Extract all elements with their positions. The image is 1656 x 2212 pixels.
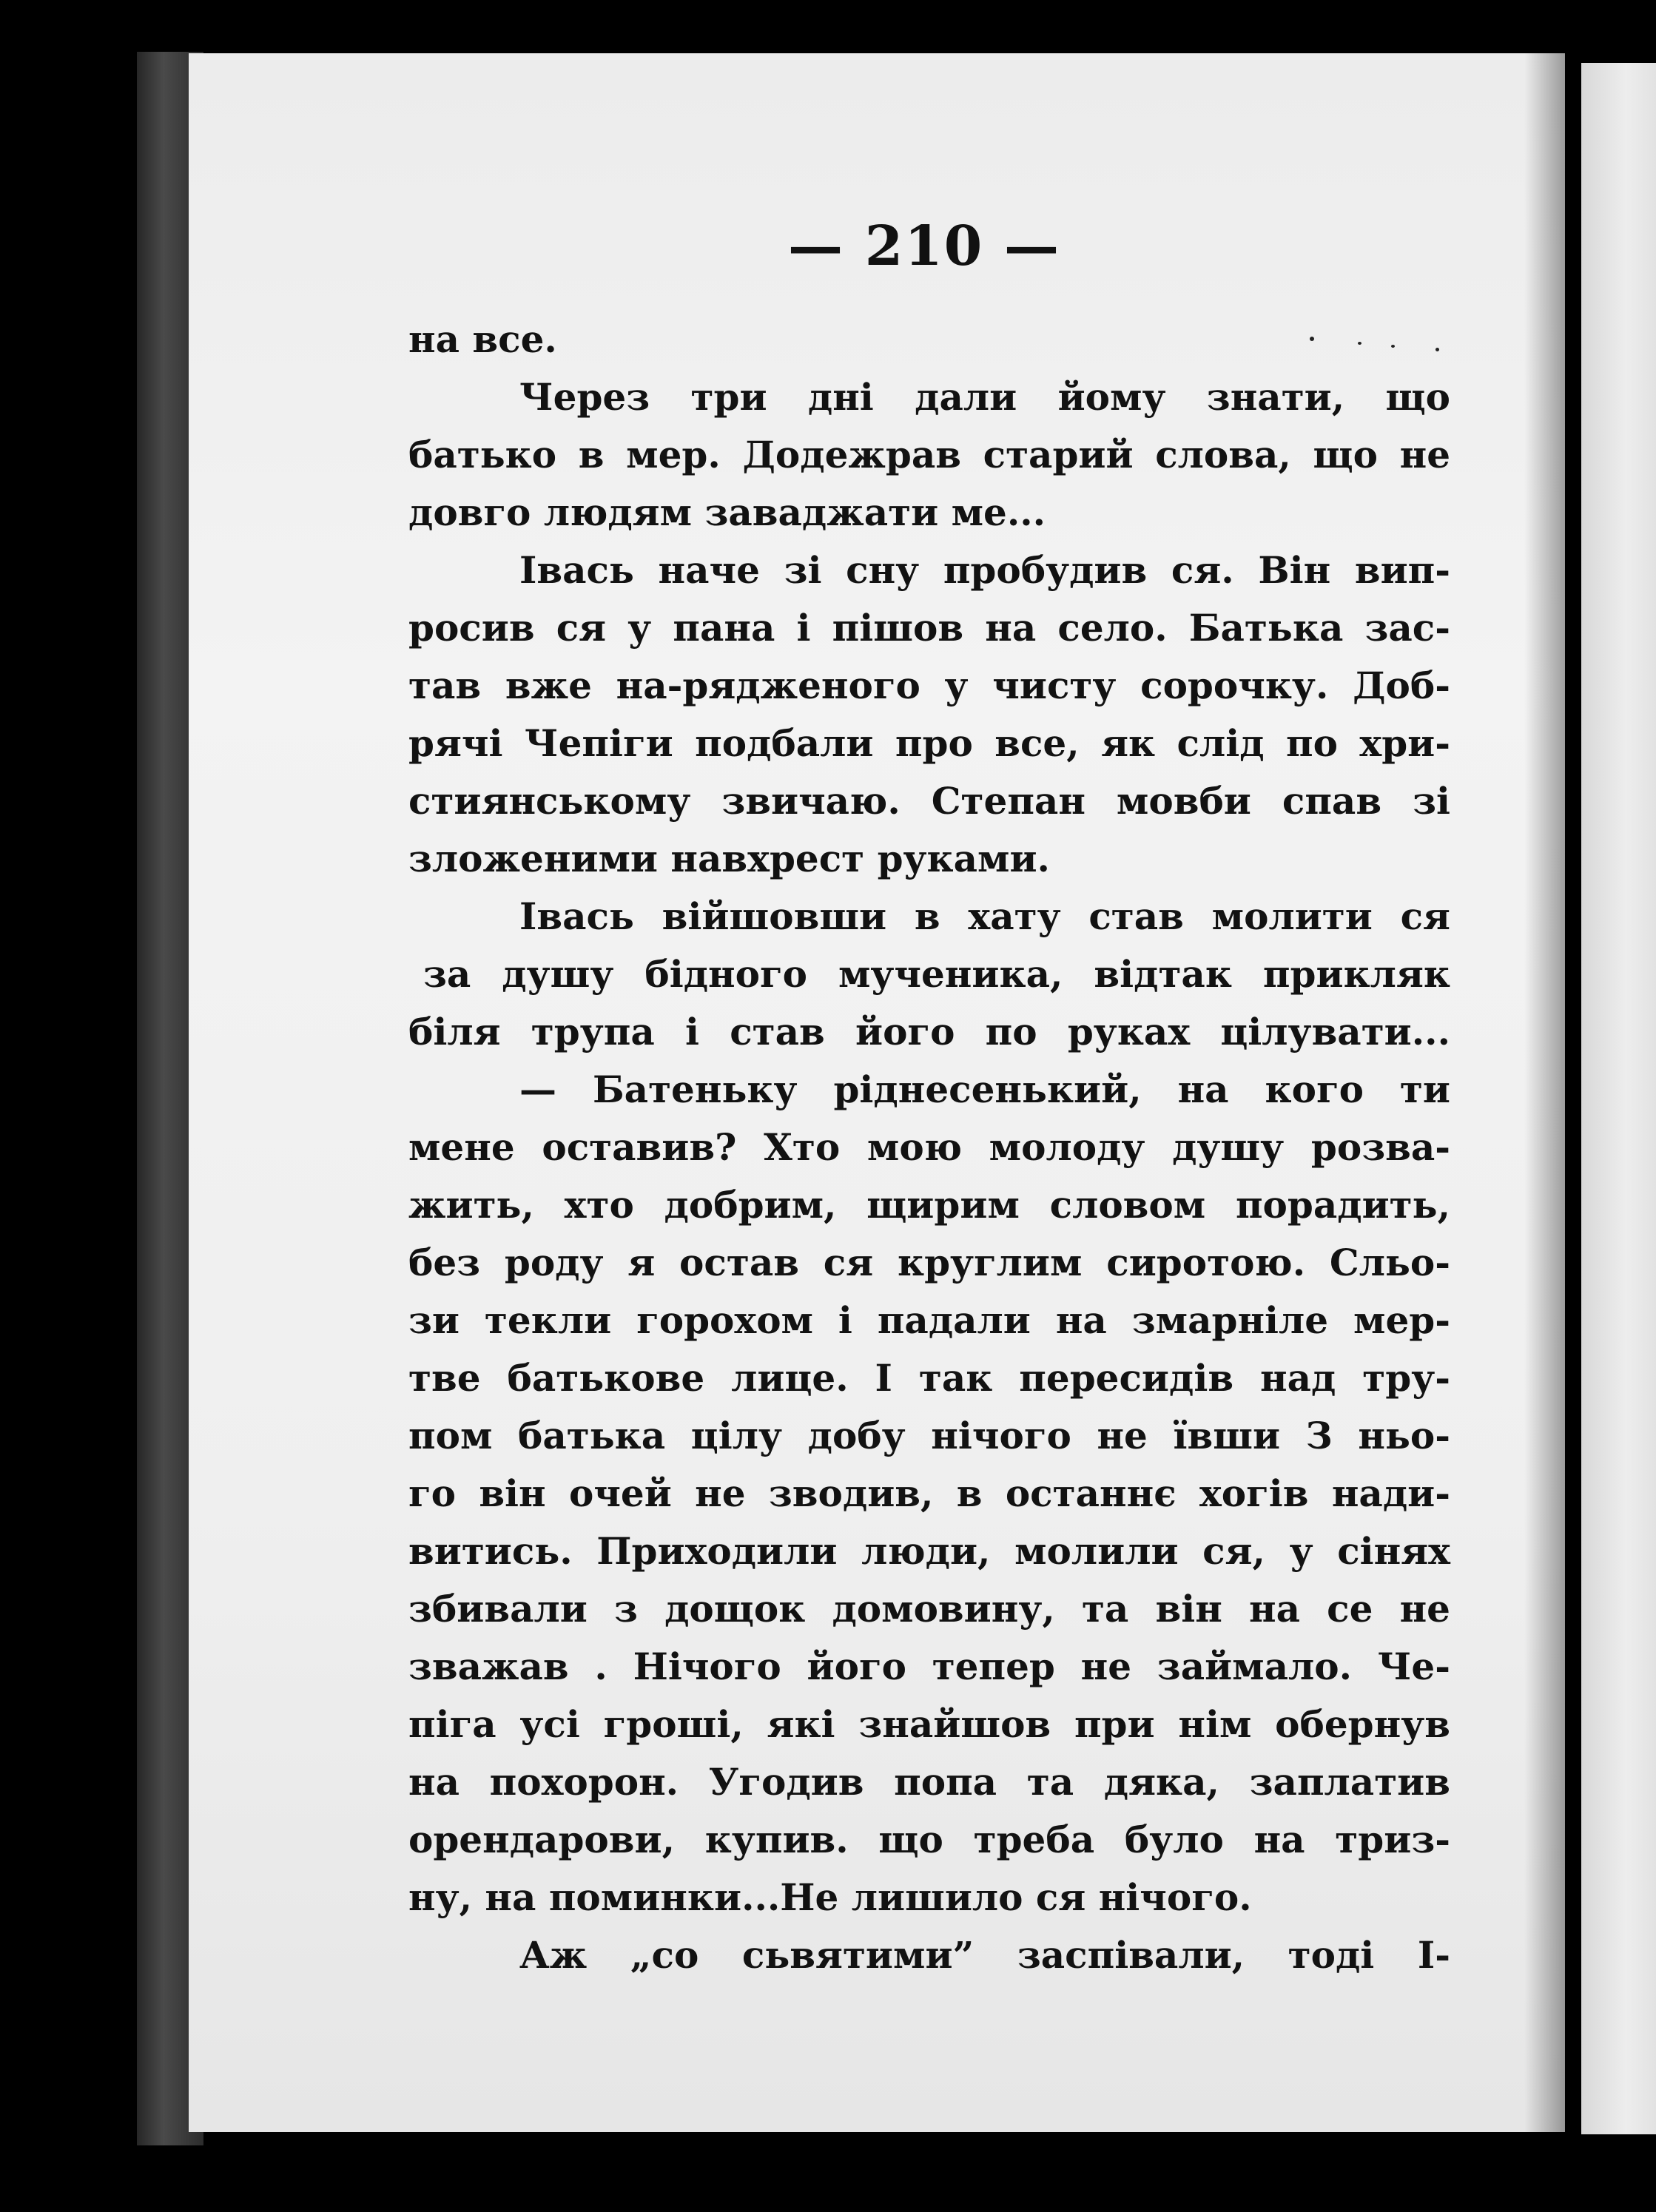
text-line: пом батька цілу добу нічого не ївши З ньо- (408, 1414, 1450, 1457)
text-line: Івась наче зі сну пробудив ся. Він вип- (519, 548, 1450, 592)
text-line: го він очей не зводив, в останнє хогів нади- (408, 1471, 1450, 1515)
text-line: зложеними навхрест руками. (408, 837, 1050, 880)
text-line: піга усі гроші, які знайшов при нім обернув (408, 1702, 1450, 1746)
text-line: ну, на поминки...Не лишило ся нічого. (408, 1875, 1252, 1919)
book-gutter (1565, 0, 1581, 2212)
adjacent-page-edge (1581, 63, 1656, 2134)
page-number: — 210 — (788, 215, 1060, 278)
text-line: за душу бідного мученика, відтак прикляк (423, 952, 1450, 996)
page-fold-shadow (1524, 53, 1565, 2132)
text-line: Через три дні дали йому знати, що (519, 375, 1450, 419)
text-line: Івась війшовши в хату став молити ся (519, 894, 1450, 938)
text-line: на похорон. Угодив попа та дяка, заплатив (408, 1760, 1450, 1804)
page-body-text (408, 311, 1450, 1984)
text-line: Аж „со сьвятими” заспівали, тоді І- (519, 1933, 1450, 1977)
text-line: батько в мер. Додежрав старий слова, що не (408, 433, 1450, 476)
text-line: зи текли горохом і падали на змарніле мер- (408, 1298, 1450, 1342)
text-line: витись. Приходили люди, молили ся, у сінях (408, 1529, 1450, 1573)
text-line: мене оставив? Хто мою молоду душу розва- (408, 1125, 1450, 1169)
text-line: рячі Чепіги подбали про все, як слід по хри- (408, 721, 1450, 765)
text-line: тве батькове лице. І так пересидів над тру- (408, 1356, 1450, 1400)
text-line: росив ся у пана і пішов на село. Батька зас- (408, 606, 1450, 650)
text-line: — Батеньку ріднесенький, на кого ти (519, 1068, 1450, 1111)
text-line: стиянському звичаю. Степан мовби спав зі (408, 779, 1450, 823)
text-line: тав вже на-ряджeного у чисту сорочку. Доб- (408, 664, 1450, 707)
text-line: довго людям заваджати ме... (408, 490, 1046, 534)
text-line: на все. (408, 317, 557, 361)
text-line: жить, хто добрим, щирим словом порадить, (408, 1183, 1450, 1227)
text-line: зважав . Нічого його тепер не займало. Че- (408, 1645, 1450, 1688)
text-line: орендарови, купив. що треба було на триз- (408, 1818, 1450, 1861)
text-line: без роду я остав ся круглим сиротою. Сльо- (408, 1241, 1450, 1284)
text-line: біля трупа і став його по руках цілувати... (408, 1010, 1450, 1053)
text-line: збивали з дощок домовину, та він на се не (408, 1587, 1450, 1631)
